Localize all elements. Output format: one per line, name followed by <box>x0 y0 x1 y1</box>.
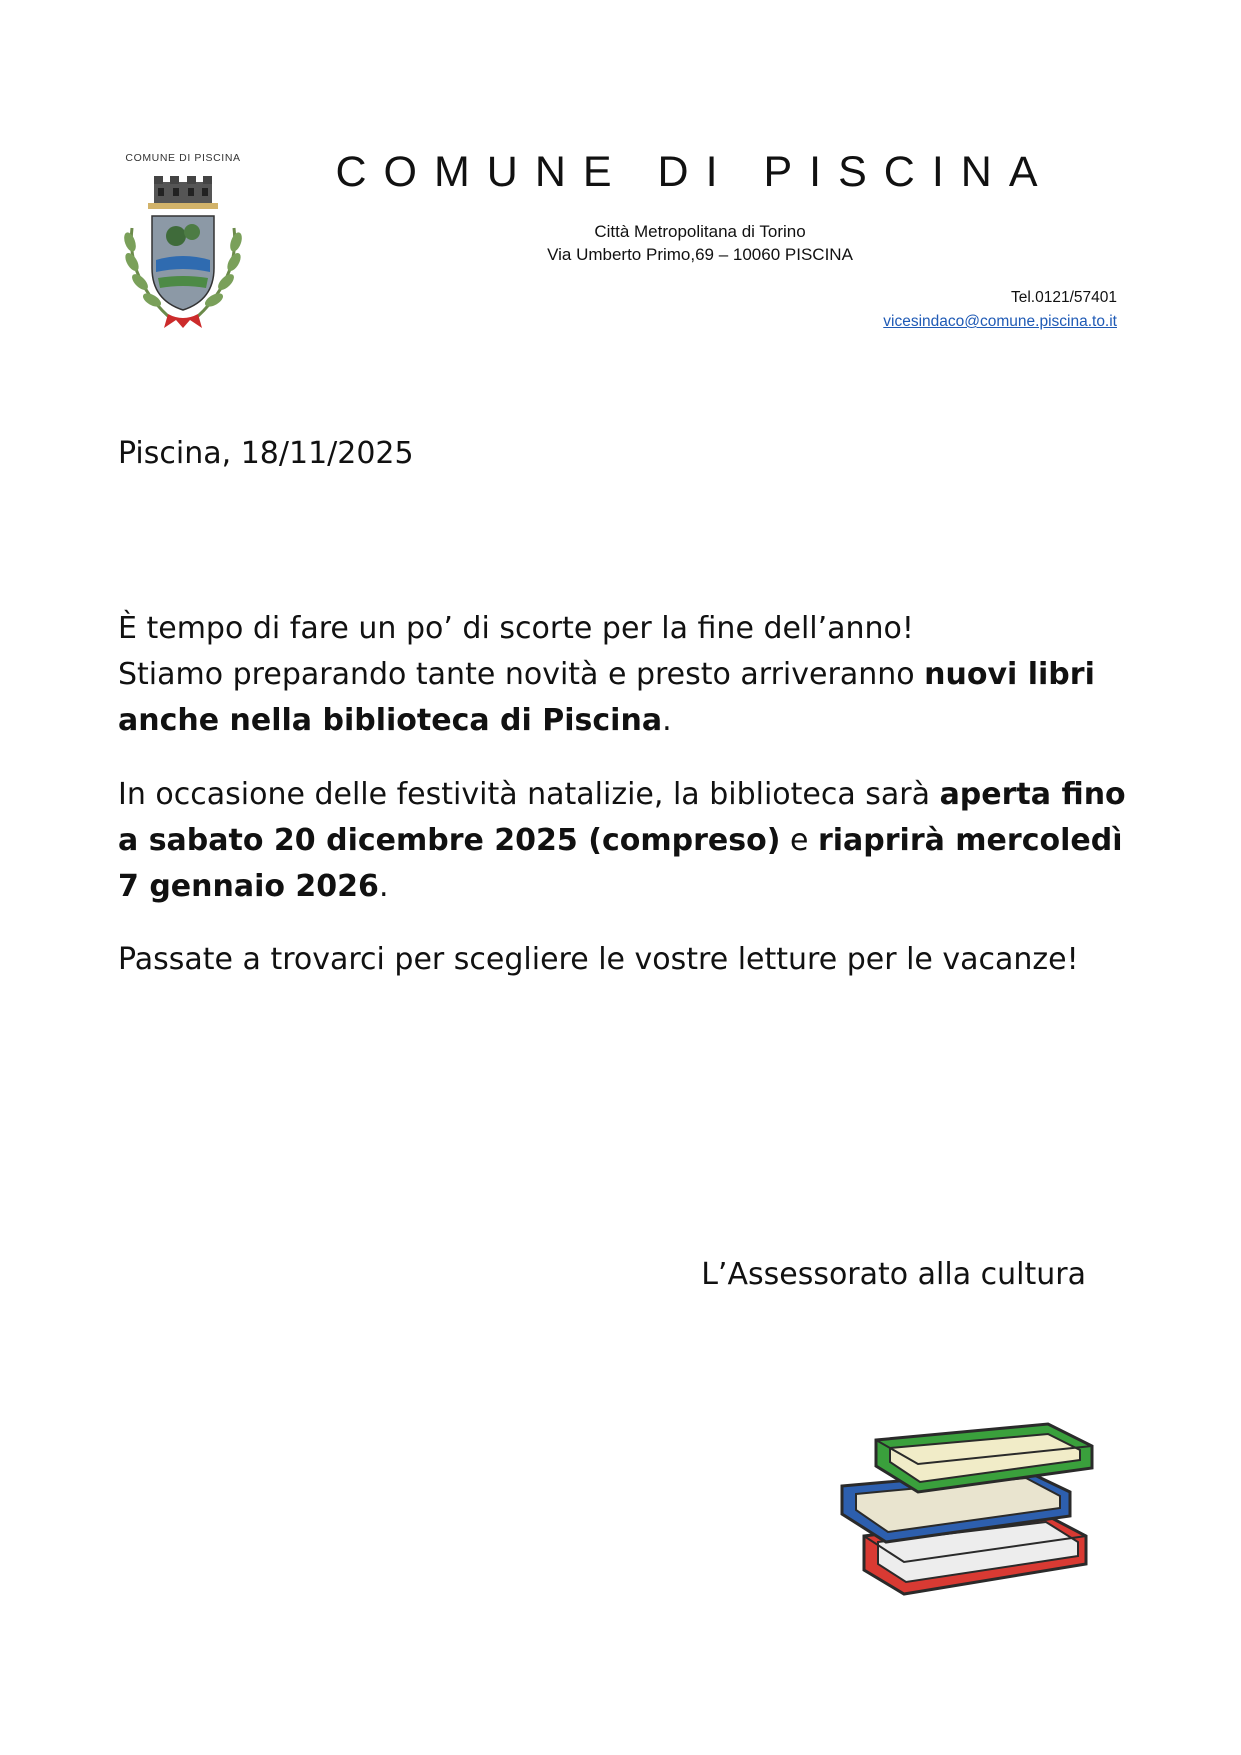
paragraph-intro <box>118 606 1128 744</box>
holiday-text-2: e <box>780 823 818 858</box>
books-icon <box>834 1404 1114 1596</box>
town-crest <box>118 150 248 332</box>
page-title: COMUNE DI PISCINA <box>335 148 1055 196</box>
email-link[interactable]: vicesindaco@comune.piscina.to.it <box>883 313 1117 330</box>
intro-line-1: È tempo di fare un po’ di scorte per la fine dell’anno! <box>118 611 914 646</box>
holiday-reopening-date: riaprirà mercoledì 7 gennaio 2026 <box>118 823 1123 904</box>
signature: L’Assessorato alla cultura <box>701 1257 1086 1292</box>
crest-caption: COMUNE DI PISCINA <box>125 152 241 164</box>
paragraph-invitation: Passate a trovarci per scegliere le vostre letture per le vacanze! <box>118 942 1079 977</box>
intro-end: . <box>662 703 672 738</box>
intro-line-2: Stiamo preparando tante novità e presto arriveranno <box>118 657 925 692</box>
intro-highlight: nuovi libri anche nella biblioteca di Piscina <box>118 657 1095 738</box>
paragraph-holiday-hours <box>118 772 1128 910</box>
telephone-number: Tel.0121/57401 <box>1010 289 1117 306</box>
coat-of-arms-icon <box>118 168 248 332</box>
letter-date: Piscina, 18/11/2025 <box>118 436 414 471</box>
subtitle-metropolitan-city: Città Metropolitana di Torino <box>594 222 806 241</box>
holiday-end: . <box>378 869 389 904</box>
holiday-closing-date: aperta fino a sabato 20 dicembre 2025 (compreso) <box>118 777 1126 858</box>
subtitle-address: Via Umberto Primo,69 – 10060 PISCINA <box>547 245 853 264</box>
holiday-text-1: In occasione delle festività natalizie, la biblioteca sarà <box>118 777 940 812</box>
